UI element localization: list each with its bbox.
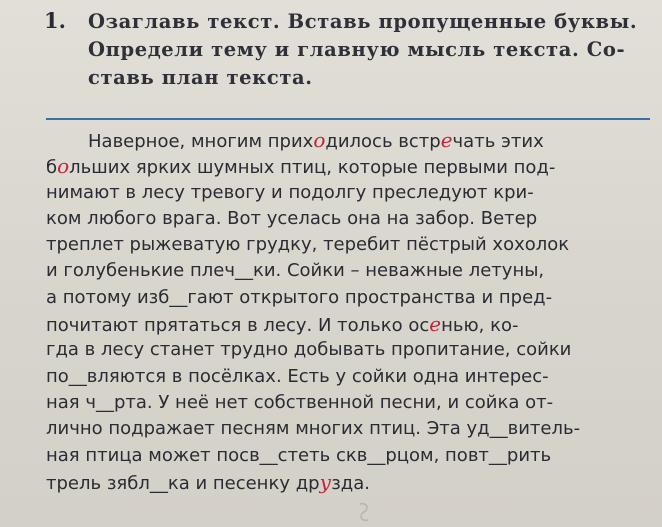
text-fragment: ная птица может посв__стеть скв__рцом, повт__рить (46, 444, 552, 466)
task-number: 1. (44, 8, 66, 33)
text-fragment: почитают прятаться в лесу. И только ос (46, 315, 430, 337)
task-line: Озаглавь текст. Вставь пропущенные буквы. (88, 10, 638, 33)
text-line (46, 180, 658, 206)
text-fragment: б (46, 157, 58, 179)
text-fragment: Наверное, многим прих (88, 131, 314, 152)
text-fragment: нимают в лесу тревогу и подолгу преследуют кри- (46, 181, 534, 203)
text-line (46, 443, 658, 469)
text-fragment: треплет рыжеватую грудку, теребит пёстрый хохолок (46, 234, 570, 256)
text-fragment: лично подражает песням многих птиц. Эта уд__витель- (46, 418, 581, 440)
text-line (46, 127, 658, 153)
handwritten-letter: е (429, 312, 442, 337)
text-fragment: ная ч__рта. У неё нет собственной песни, и сойка от- (46, 391, 554, 413)
text-fragment: ком любого врага. Вот уселась она на забор. Ветер (46, 207, 538, 229)
text-fragment: зда. (331, 472, 370, 494)
text-line (46, 337, 658, 363)
text-line (46, 364, 658, 390)
text-line (46, 416, 658, 442)
text-line (46, 232, 658, 258)
text-line (46, 258, 658, 284)
handwritten-letter: о (313, 128, 326, 152)
text-fragment: по__вляются в посёлках. Есть у сойки одна интерес- (46, 365, 549, 387)
task-line: Определи тему и главную мысль текста. Со- (88, 38, 626, 61)
task-instructions (88, 8, 658, 92)
text-line (46, 390, 658, 416)
text-fragment: гда в лесу станет трудно добывать пропитание, сойки (46, 339, 572, 361)
text-fragment: нью, ко- (441, 315, 519, 337)
text-line (46, 153, 658, 179)
title-answer-line (46, 118, 650, 120)
exercise-text (46, 127, 658, 495)
text-fragment: чать этих (452, 131, 544, 152)
text-fragment: а потому изб__гают открытого пространства и пред- (46, 286, 553, 308)
text-line (46, 285, 658, 311)
text-fragment: и голубенькие плеч__ки. Сойки – неважные летуны, (46, 260, 545, 282)
handwritten-letter: у (319, 469, 332, 494)
text-fragment: дилось встр (325, 131, 441, 152)
handwritten-letter: о (57, 154, 70, 179)
text-line (46, 311, 658, 337)
text-line (46, 206, 658, 232)
task-line: ставь план текста. (88, 66, 313, 89)
text-fragment: льших ярких шумных птиц, которые первыми под- (69, 157, 556, 179)
pencil-mark-icon (354, 500, 376, 524)
text-fragment: трель зябл__ка и песенку др (46, 472, 320, 494)
text-line (46, 469, 658, 495)
handwritten-letter: е (440, 128, 453, 152)
